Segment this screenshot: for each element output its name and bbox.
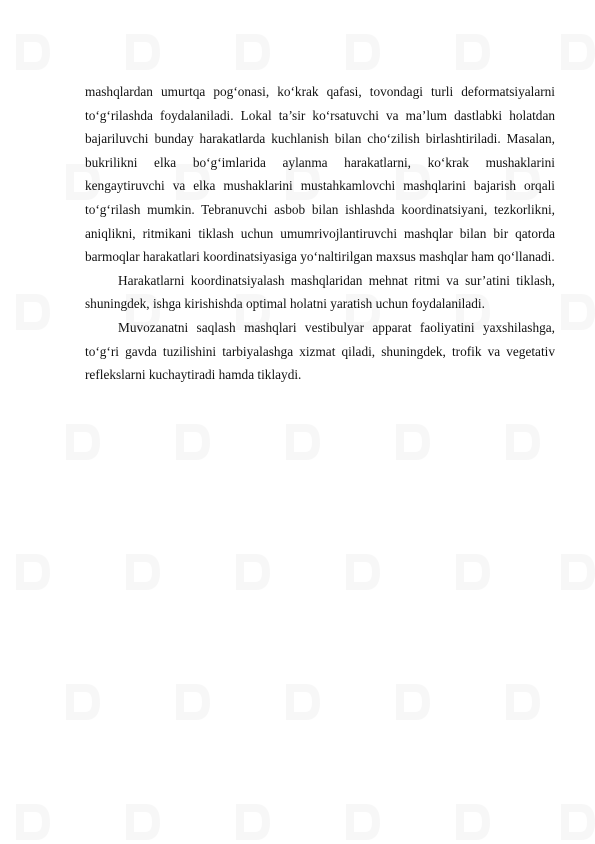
document-logo-icon — [500, 420, 544, 464]
document-logo-icon — [10, 30, 54, 74]
document-logo-icon — [390, 420, 434, 464]
document-logo-icon — [555, 550, 595, 594]
document-logo-icon — [230, 800, 274, 844]
document-logo-icon — [500, 680, 544, 724]
document-logo-icon — [120, 800, 164, 844]
document-logo-icon — [555, 290, 595, 334]
document-logo-icon — [555, 800, 595, 844]
document-logo-icon — [170, 420, 214, 464]
document-logo-icon — [450, 800, 494, 844]
document-logo-icon — [60, 420, 104, 464]
document-logo-icon — [10, 550, 54, 594]
document-logo-icon — [60, 680, 104, 724]
document-logo-icon — [10, 290, 54, 334]
document-logo-icon — [450, 550, 494, 594]
paragraph-3: Muvozanatni saqlash mashqlari vestibulyar apparat faoliyatini yaxshilashga, to‘g‘ri gavda tuzilishini tarbiyalashga xizmat qiladi, shuningdek, trofik va vegetativ reflekslarni kuchaytiradi hamda tiklaydi. — [85, 319, 555, 383]
document-logo-icon — [10, 800, 54, 844]
document-logo-icon — [120, 550, 164, 594]
document-logo-icon — [230, 550, 274, 594]
document-logo-icon — [340, 800, 384, 844]
document-logo-icon — [280, 420, 324, 464]
document-logo-icon — [120, 30, 164, 74]
document-body — [85, 80, 555, 387]
document-logo-icon — [280, 680, 324, 724]
document-logo-icon — [170, 680, 214, 724]
document-logo-icon — [390, 680, 434, 724]
document-logo-icon — [340, 550, 384, 594]
document-logo-icon — [340, 30, 384, 74]
paragraph-1: mashqlardan umurtqa pog‘onasi, ko‘krak qafasi, tovondagi turli deformatsiyalarni to‘g‘rilashda foydalaniladi. Lokal ta’sir ko‘rsatuvchi va ma’lum dastlabki holatdan bajariluvchi bunday harakatlarda kuchlanish bilan cho‘zilish birlashtiriladi. Masalan, bukrilikni elka bo‘g‘imlarida aylanma harakatlarni, ko‘krak mushaklarini kengaytiruvchi va elka mushaklarini mustahkamlovchi mashqlarini bajarish orqali to‘g‘rilash mumkin. Tebranuvchi asbob bilan ishlashda koordinatsiyani, tezkorlikni, aniqlikni, ritmikani tiklash uchun umumrivojlantiruvchi mashqlar bilan bir qatorda barmoqlar harakatlari koordinatsiyasiga yo‘naltirilgan maxsus mashqlar ham qo‘llanadi. — [85, 84, 555, 265]
paragraph-2: Harakatlarni koordinatsiyalash mashqlaridan mehnat ritmi va sur’atini tiklash, shuningdek, ishga kirishishda optimal holatni yaratish uchun foydalaniladi. — [85, 272, 555, 312]
document-logo-icon — [230, 30, 274, 74]
document-logo-icon — [450, 30, 494, 74]
document-logo-icon — [555, 30, 595, 74]
